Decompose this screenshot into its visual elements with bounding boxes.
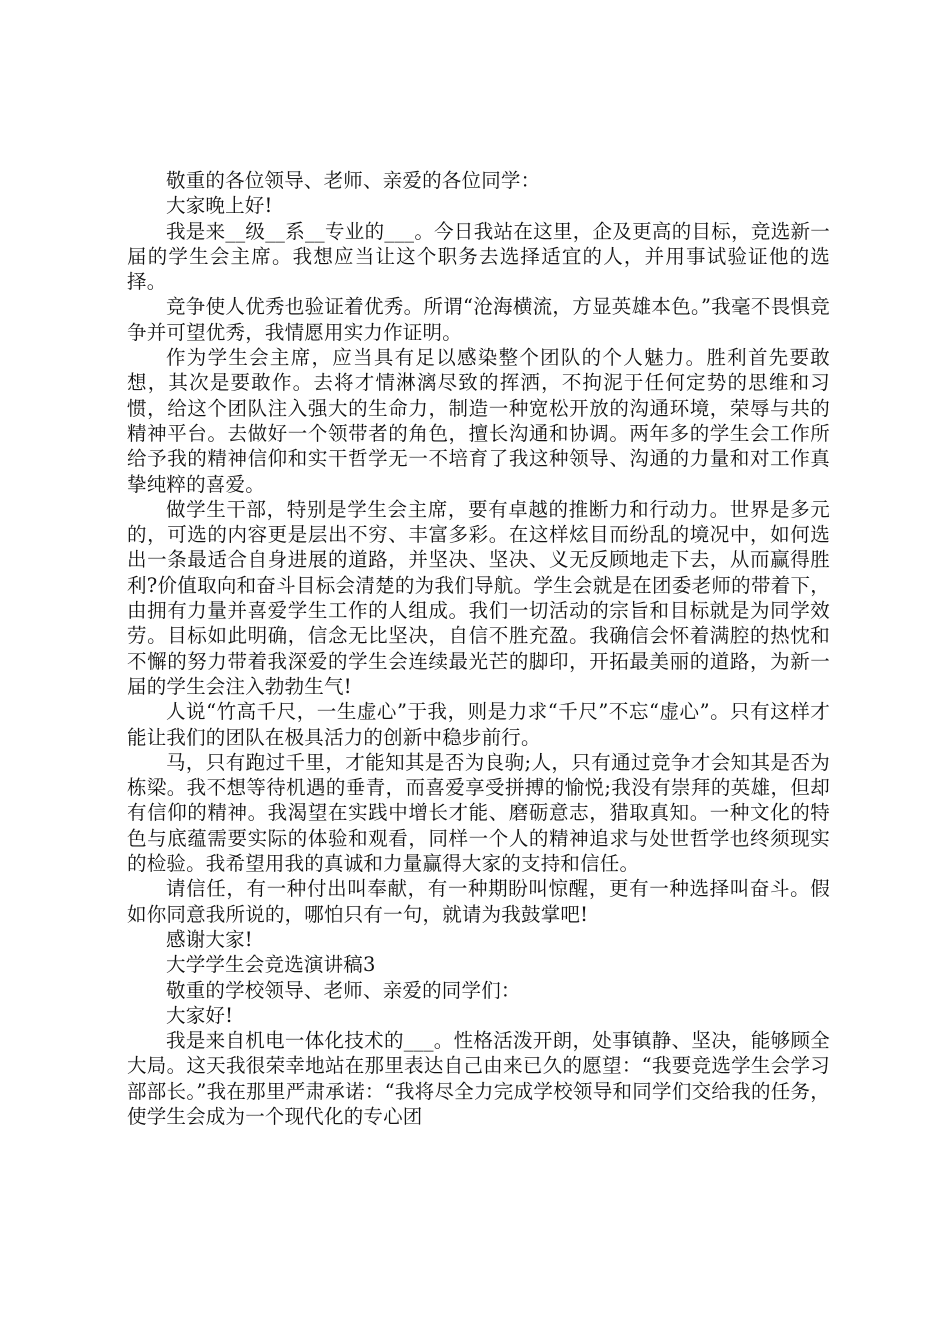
- paragraph-intro-2: 我是来自机电一体化技术的___。性格活泼开朗，处事镇静、坚决，能够顾全大局。这天我很荣幸地站在那里表达自己由来已久的愿望：“我要竞选学生会学习部部长。”我在那里严肃承诺：“我将尽全力完成学校领导和同学们交给我的任务，使学生会成为一个现代化的专心团: [127, 1029, 830, 1128]
- paragraph-thanks: 感谢大家!: [166, 927, 253, 951]
- paragraph-applause: 请信任，有一种付出叫奉献，有一种期盼叫惊醒，更有一种选择叫奋斗。假如你同意我所说的，哪怕只有一句，就请为我鼓掌吧!: [127, 877, 830, 926]
- document-body: [127, 168, 830, 1129]
- paragraph-humility: 人说“竹高千尺，一生虚心”于我，则是力求“千尺”不忘“虚心”。只有这样才能让我们的团队在极具活力的创新中稳步前行。: [127, 700, 830, 749]
- paragraph-intro: 我是来__级__系__专业的___。今日我站在这里，企及更高的目标，竞选新一届的学生会主席。我想应当让这个职务去选择适宜的人，并用事试验证他的选择。: [127, 219, 830, 294]
- paragraph-greeting-2: 敬重的学校领导、老师、亲爱的同学们：: [166, 978, 521, 1002]
- paragraph-competition: 竞争使人优秀也验证着优秀。所谓“沧海横流，方显英雄本色。”我毫不畏惧竞争并可望优秀，我情愿用实力作证明。: [127, 295, 830, 344]
- paragraph-judgement: 做学生干部，特别是学生会主席，要有卓越的推断力和行动力。世界是多元的，可选的内容更是层出不穷、丰富多彩。在这样炫目而纷乱的境况中，如何选出一条最适合自身进展的道路，并坚决、坚决、义无反顾地走下去，从而赢得胜利?价值取向和奋斗目标会清楚的为我们导航。学生会就是在团委老师的带着下，由拥有力量并喜爱学生工作的人组成。我们一切活动的宗旨和目标就是为同学效劳。目标如此明确，信念无比坚决，自信不胜充盈。我确信会怀着满腔的热忱和不懈的努力带着我深爱的学生会连续最光芒的脚印，开拓最美丽的道路，为新一届的学生会注入勃勃生气!: [127, 497, 830, 698]
- paragraph-salutation-2: 大家好!: [166, 1003, 234, 1027]
- paragraph-greeting: 敬重的各位领导、老师、亲爱的各位同学：: [166, 169, 541, 192]
- paragraph-salutation: 大家晚上好!: [166, 194, 273, 218]
- paragraph-charisma: 作为学生会主席，应当具有足以感染整个团队的个人魅力。胜利首先要敢想，其次是要敢作。去将才情淋漓尽致的挥洒，不拘泥于任何定势的思维和习惯，给这个团队注入强大的生命力，制造一种宽松开放的沟通环境，荣辱与共的精神平台。去做好一个领带者的角色，擅长沟通和协调。两年多的学生会工作所给予我的精神信仰和实干哲学无一不培育了我这种领导、沟通的力量和对工作真挚纯粹的喜爱。: [127, 346, 830, 496]
- paragraph-horse: 马，只有跑过千里，才能知其是否为良驹;人，只有通过竞争才会知其是否为栋梁。我不想等待机遇的垂青，而喜爱享受拼搏的愉悦;我没有崇拜的英雄，但却有信仰的精神。我渴望在实践中增长才能、磨砺意志，猎取真知。一种文化的特色与底蕴需要实际的体验和观看，同样一个人的精神追求与处世哲学也终须现实的检验。我希望用我的真诚和力量赢得大家的支持和信任。: [127, 750, 830, 876]
- section-title: 大学学生会竞选演讲稿3: [166, 953, 376, 977]
